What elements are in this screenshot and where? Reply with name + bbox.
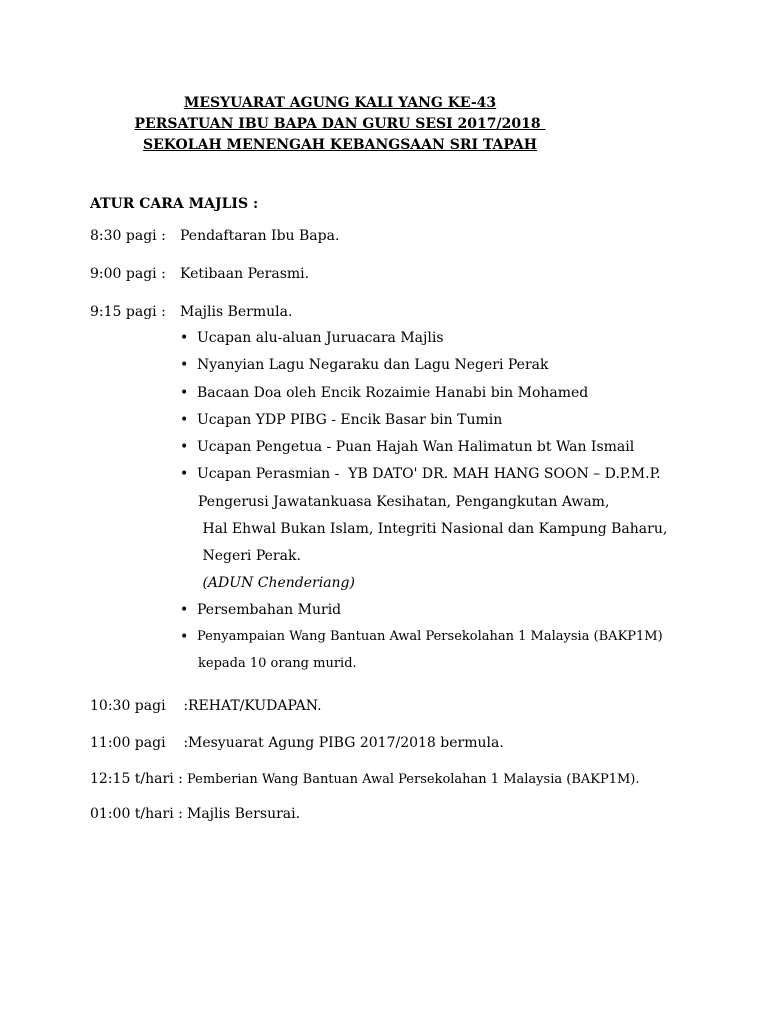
bullet-icon: • — [180, 439, 189, 455]
schedule-desc: Pemberian Wang Bantuan Awal Persekolahan 1 Malaysia (BAKP1M). — [187, 772, 640, 787]
schedule-time: 10:30 pagi : — [90, 698, 189, 714]
heading-line-2: PERSATUAN IBU BAPA DAN GURU SESI 2017/2018 — [134, 116, 546, 132]
bullet-icon: • — [180, 385, 189, 401]
agenda-title: ATUR CARA MAJLIS : — [90, 196, 259, 212]
schedule-time: 8:30 pagi : — [90, 228, 166, 244]
schedule-row — [90, 806, 301, 870]
perasmian-continuation: Hal Ehwal Bukan Islam, Integriti Nasional dan Kampung Baharu, — [198, 521, 668, 537]
schedule-time: 11:00 pagi : — [90, 735, 189, 751]
adun-note: (ADUN Chenderiang) — [198, 575, 355, 591]
schedule-desc: Ketibaan Perasmi. — [180, 266, 310, 282]
schedule-time: 12:15 t/hari : — [90, 771, 183, 787]
bullet-icon: • — [180, 412, 189, 428]
schedule-time: 9:00 pagi : — [90, 266, 166, 282]
bullet-icon: • — [180, 357, 189, 373]
schedule-time: 9:15 pagi : — [90, 304, 166, 320]
schedule-time: 01:00 t/hari : — [90, 806, 183, 822]
penyampaian-continuation: kepada 10 orang murid. — [198, 656, 357, 671]
perasmian-continuation: Negeri Perak. — [198, 548, 301, 564]
bullet-icon: • — [180, 629, 189, 645]
bullet-icon: • — [180, 330, 189, 346]
bullet-icon: • — [180, 602, 189, 618]
schedule-desc: REHAT/KUDAPAN. — [188, 698, 322, 714]
heading-line-3: SEKOLAH MENENGAH KEBANGSAAN SRI TAPAH — [142, 137, 537, 153]
document-page: MESYUARAT AGUNG KALI YANG KE-43 PERSATUAN IBU BAPA DAN GURU SESI 2017/2018 SEKOLAH MENENGAH KEBANGSAAN SRI TAPAH ATUR CARA MAJLIS : 8:30 pagi : Pendaftaran Ibu Bapa. 9:00 pagi : Ketibaan Perasmi. 9:15 pagi : Majlis Bermula. • Ucapan alu-aluan Juruacara Majlis • Nyanyian Lagu Negaraku dan Lagu Negeri Perak • Bacaan Doa oleh Encik Rozaimie Hanabi bin Mohamed • Ucapan YDP PIBG - Encik Basar bin Tumin • Ucapan Pengetua - Puan Hajah Wan Halimatun bt Wan Ismail • Ucapan Perasmian - YB DATO' DR. MAH HANG SOON – D.P.M.P. • Persembahan Murid • Penyampaian Wang Bantuan Awal Persekolahan 1 Malaysia (BAKP1M) Pengerusi Jawatankuasa Kesihatan, Pengangkutan Awam, Hal Ehwal Bukan Islam, Integriti Nasional dan Kampung Baharu, Negeri Perak. (ADUN Chenderiang) kepada 10 orang murid. 10:30 pagi : REHAT/KUDAPAN. 11:00 pagi : Mesyuarat Agung PIBG 2017/2018 bermula. 12:15 t/hari : Pemberian Wang Bantuan Awal Persekolahan 1 Malaysia (BAKP1M). 01:00 t/hari : Majlis Bersurai. — [0, 0, 768, 1024]
perasmian-continuation: Pengerusi Jawatankuasa Kesihatan, Pengangkutan Awam, — [198, 494, 610, 510]
schedule-desc: Majlis Bermula. — [180, 304, 293, 320]
schedule-desc: Mesyuarat Agung PIBG 2017/2018 bermula. — [188, 735, 504, 751]
bullet-icon: • — [180, 466, 189, 482]
heading-line-1: MESYUARAT AGUNG KALI YANG KE-43 — [183, 95, 497, 111]
schedule-desc: Majlis Bersurai. — [187, 806, 301, 822]
schedule-row — [90, 304, 293, 368]
schedule-desc: Pendaftaran Ibu Bapa. — [180, 228, 340, 244]
